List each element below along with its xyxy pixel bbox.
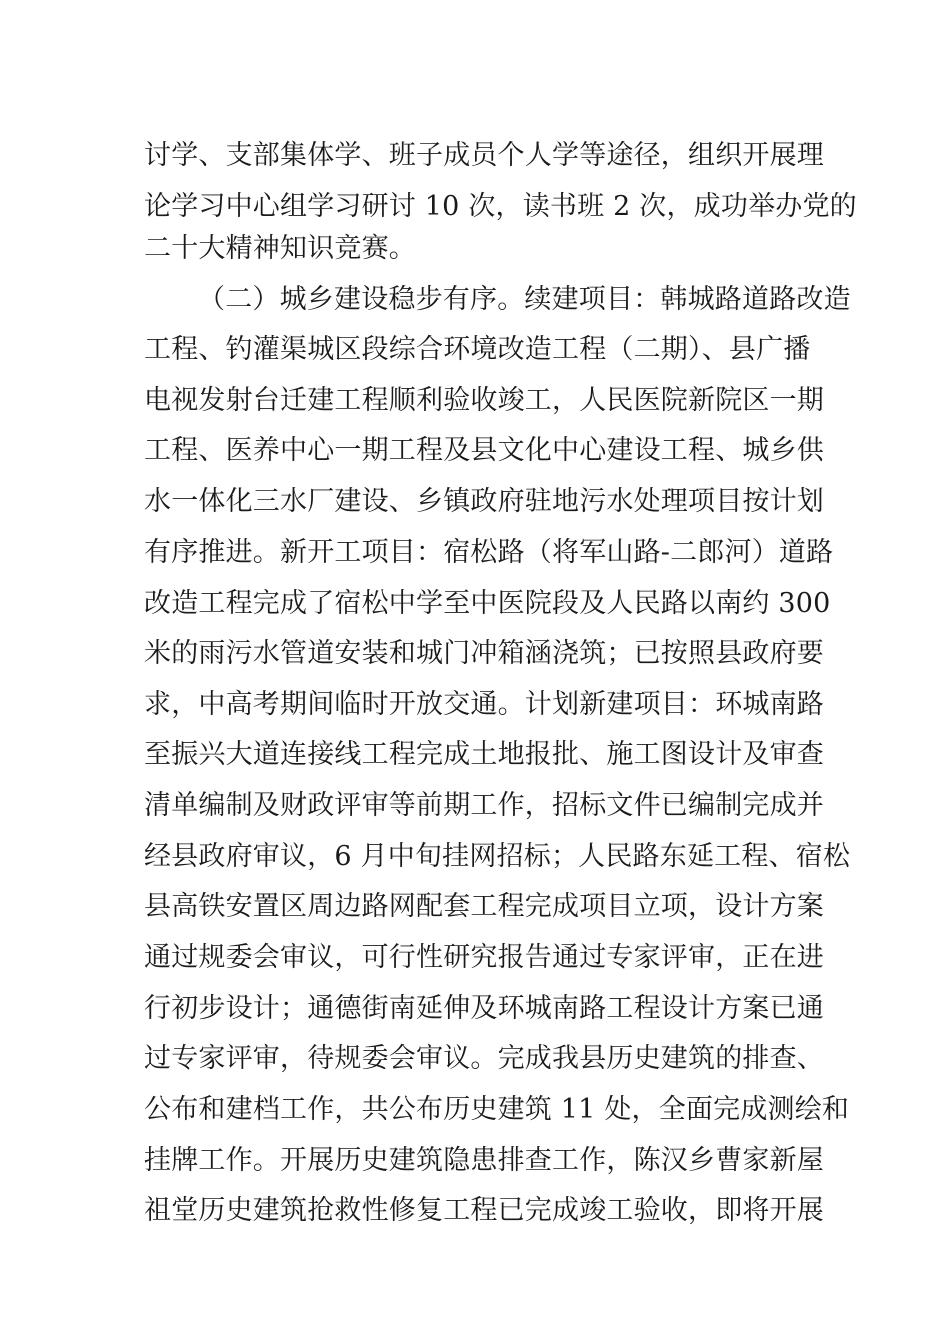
text-line: 米的雨污水管道安装和城门冲箱涵浇筑；已按照县政府要	[144, 638, 824, 669]
text-line: 水一体化三水厂建设、乡镇政府驻地污水处理项目按计划	[144, 486, 824, 517]
text-line: 改造工程完成了宿松中学至中医院段及人民路以南约 300	[144, 588, 831, 619]
text-line: 电视发射台迁建工程顺利验收竣工，人民医院新院区一期	[144, 385, 824, 416]
text-line: 公布和建档工作，共公布历史建筑 11 处，全面完成测绘和	[144, 1094, 850, 1125]
text-line: 行初步设计；通德街南延伸及环城南路工程设计方案已通	[144, 993, 824, 1024]
text-line: 过专家评审，待规委会审议。完成我县历史建筑的排查、	[144, 1043, 824, 1074]
text-line: 工程、钓灌渠城区段综合环境改造工程（二期）、县广播	[144, 334, 811, 365]
text-line: 县高铁安置区周边路网配套工程完成项目立项，设计方案	[144, 891, 824, 922]
text-line: 清单编制及财政评审等前期工作，招标文件已编制完成并	[144, 790, 824, 821]
section-heading-line: （二）城乡建设稳步有序。续建项目：韩城路道路改造	[198, 284, 851, 315]
text-line: 经县政府审议，6 月中旬挂网招标；人民路东延工程、宿松	[144, 841, 851, 872]
text-line: 工程、医养中心一期工程及县文化中心建设工程、城乡供	[144, 435, 824, 466]
text-line: 至振兴大道连接线工程完成土地报批、施工图设计及审查	[144, 739, 824, 770]
text-line: 有序推进。新开工项目：宿松路（将军山路-二郎河）道路	[144, 537, 834, 568]
text-line: 祖堂历史建筑抢救性修复工程已完成竣工验收，即将开展	[144, 1195, 824, 1226]
text-line: 二十大精神知识竞赛。	[144, 233, 416, 264]
text-line: 通过规委会审议，可行性研究报告通过专家评审，正在进	[144, 942, 824, 973]
text-line: 求，中高考期间临时开放交通。计划新建项目：环城南路	[144, 689, 824, 720]
text-line: 论学习中心组学习研讨 10 次，读书班 2 次，成功举办党的	[144, 191, 857, 222]
text-line: 挂牌工作。开展历史建筑隐患排查工作，陈汉乡曹家新屋	[144, 1145, 824, 1176]
text-line: 讨学、支部集体学、班子成员个人学等途径，组织开展理	[144, 140, 824, 171]
